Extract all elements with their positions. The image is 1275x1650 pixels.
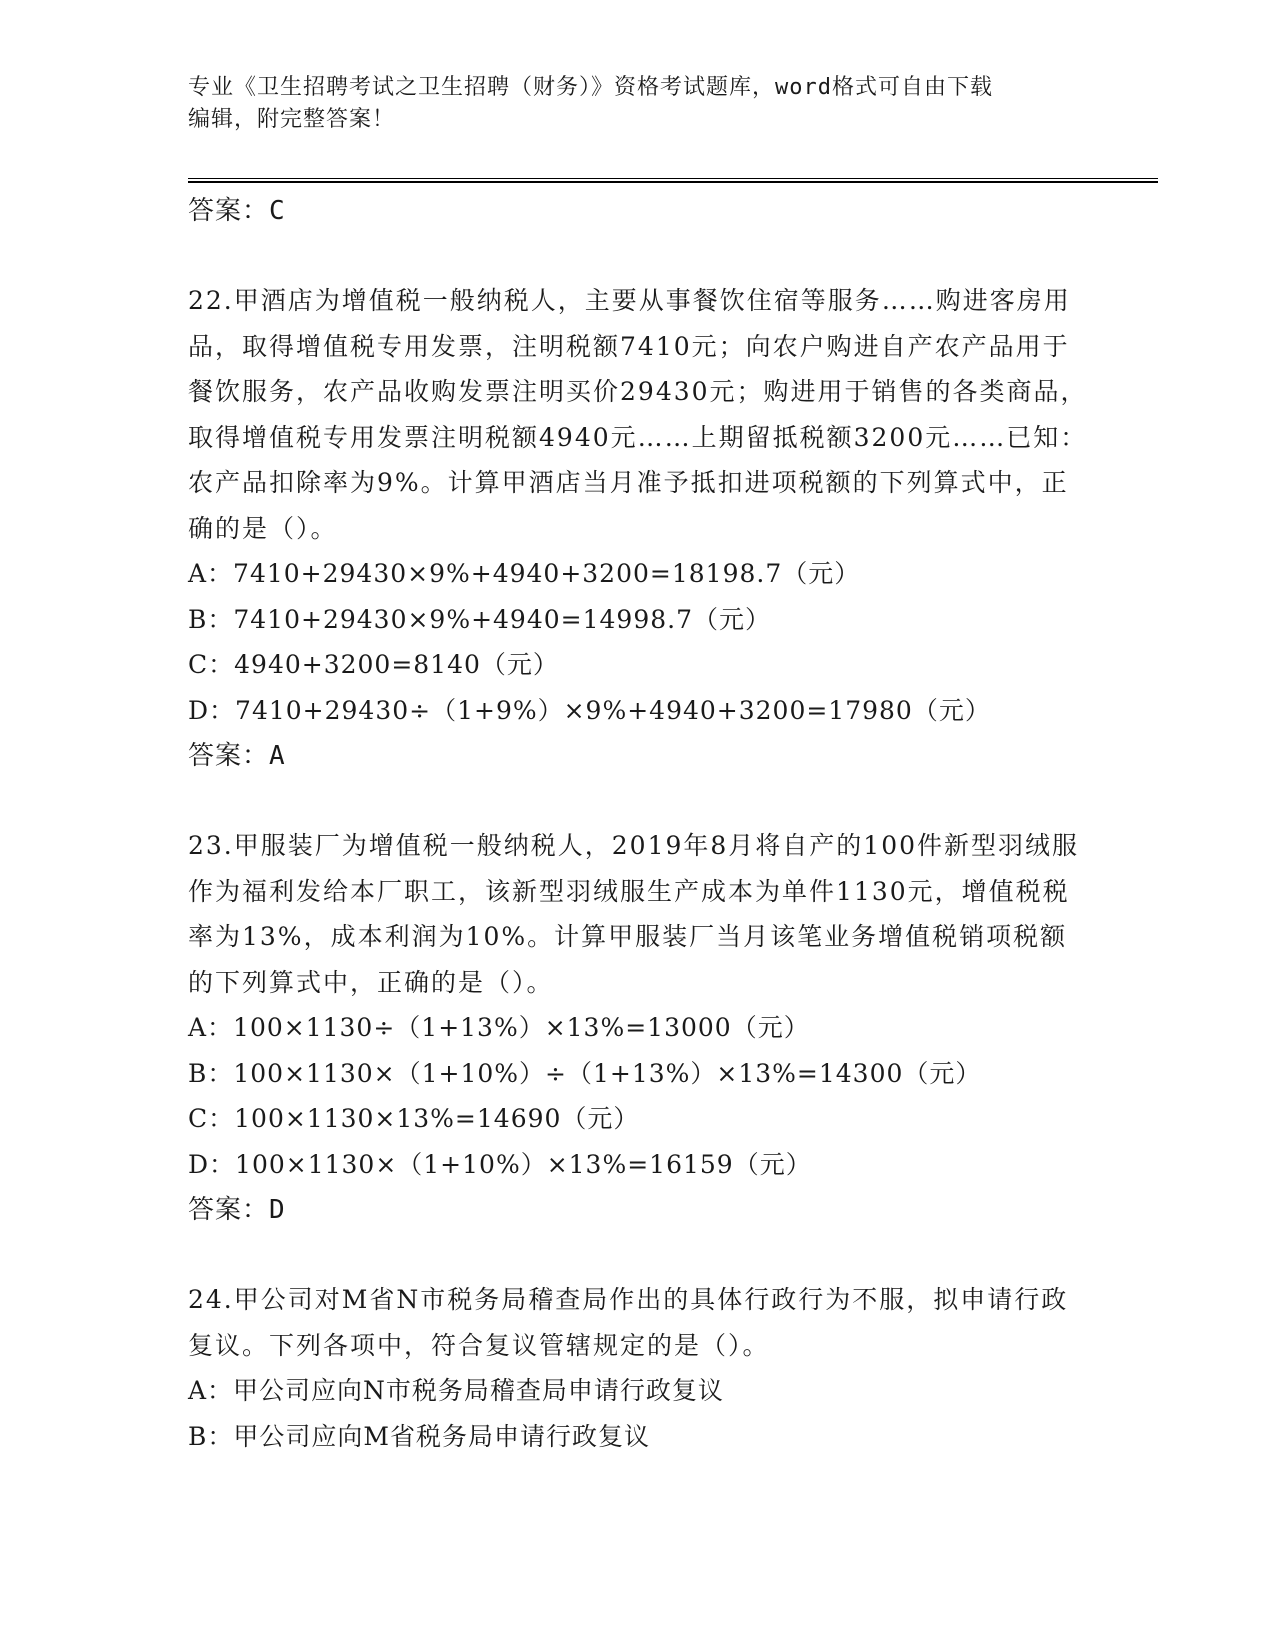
page-header	[188, 72, 1088, 136]
question-stem: 23.甲服装厂为增值税一般纳税人，2019年8月将自产的100件新型羽绒服作为福利发给本厂职工，该新型羽绒服生产成本为单件1130元，增值税税率为13%，成本利润为10%。计算甲服装厂当月该笔业务增值税销项税额的下列算式中，正确的是（）。	[188, 831, 1080, 997]
option-b: B：100×1130×（1+10%）÷（1+13%）×13%=14300（元）	[188, 1058, 982, 1088]
option-d: D：7410+29430÷（1+9%）×9%+4940+3200=17980（元）	[188, 695, 991, 725]
question-stem: 24.甲公司对M省N市税务局稽查局作出的具体行政行为不服，拟申请行政复议。下列各项中，符合复议管辖规定的是（）。	[188, 1285, 1069, 1360]
answer: 答案：A	[188, 741, 286, 771]
previous-answer: 答案：C	[188, 196, 286, 226]
option-b: B：7410+29430×9%+4940=14998.7（元）	[188, 604, 771, 634]
header-line-1: 专业《卫生招聘考试之卫生招聘（财务）》资格考试题库，word格式可自由下载	[188, 75, 993, 100]
question-22	[188, 278, 1088, 779]
option-a: A：甲公司应向N市税务局稽查局申请行政复议	[188, 1376, 724, 1405]
question-stem: 22.甲酒店为增值税一般纳税人，主要从事餐饮住宿等服务……购进客房用品，取得增值税专用发票，注明税额7410元；向农户购进自产农产品用于餐饮服务，农产品收购发票注明买价29430元；购进用于销售的各类商品，取得增值税专用发票注明税额4940元……上期留抵税额3200元……已知：农产品扣除率为9%。计算甲酒店当月准予抵扣进项税额的下列算式中，正确的是（）。	[188, 286, 1088, 543]
question-23	[188, 823, 1088, 1233]
option-c: C：4940+3200=8140（元）	[188, 650, 559, 679]
option-a: A：100×1130÷（1+13%）×13%=13000（元）	[188, 1013, 810, 1042]
header-divider	[188, 178, 1158, 183]
header-line-2: 编辑，附完整答案！	[188, 107, 396, 132]
question-list	[188, 188, 1088, 1459]
question-24	[188, 1277, 1088, 1459]
answer: 答案：D	[188, 1195, 286, 1225]
option-b: B：甲公司应向M省税务局申请行政复议	[188, 1421, 650, 1451]
option-c: C：100×1130×13%=14690（元）	[188, 1104, 640, 1133]
option-d: D：100×1130×（1+10%）×13%=16159（元）	[188, 1149, 812, 1179]
option-a: A：7410+29430×9%+4940+3200=18198.7（元）	[188, 559, 861, 588]
